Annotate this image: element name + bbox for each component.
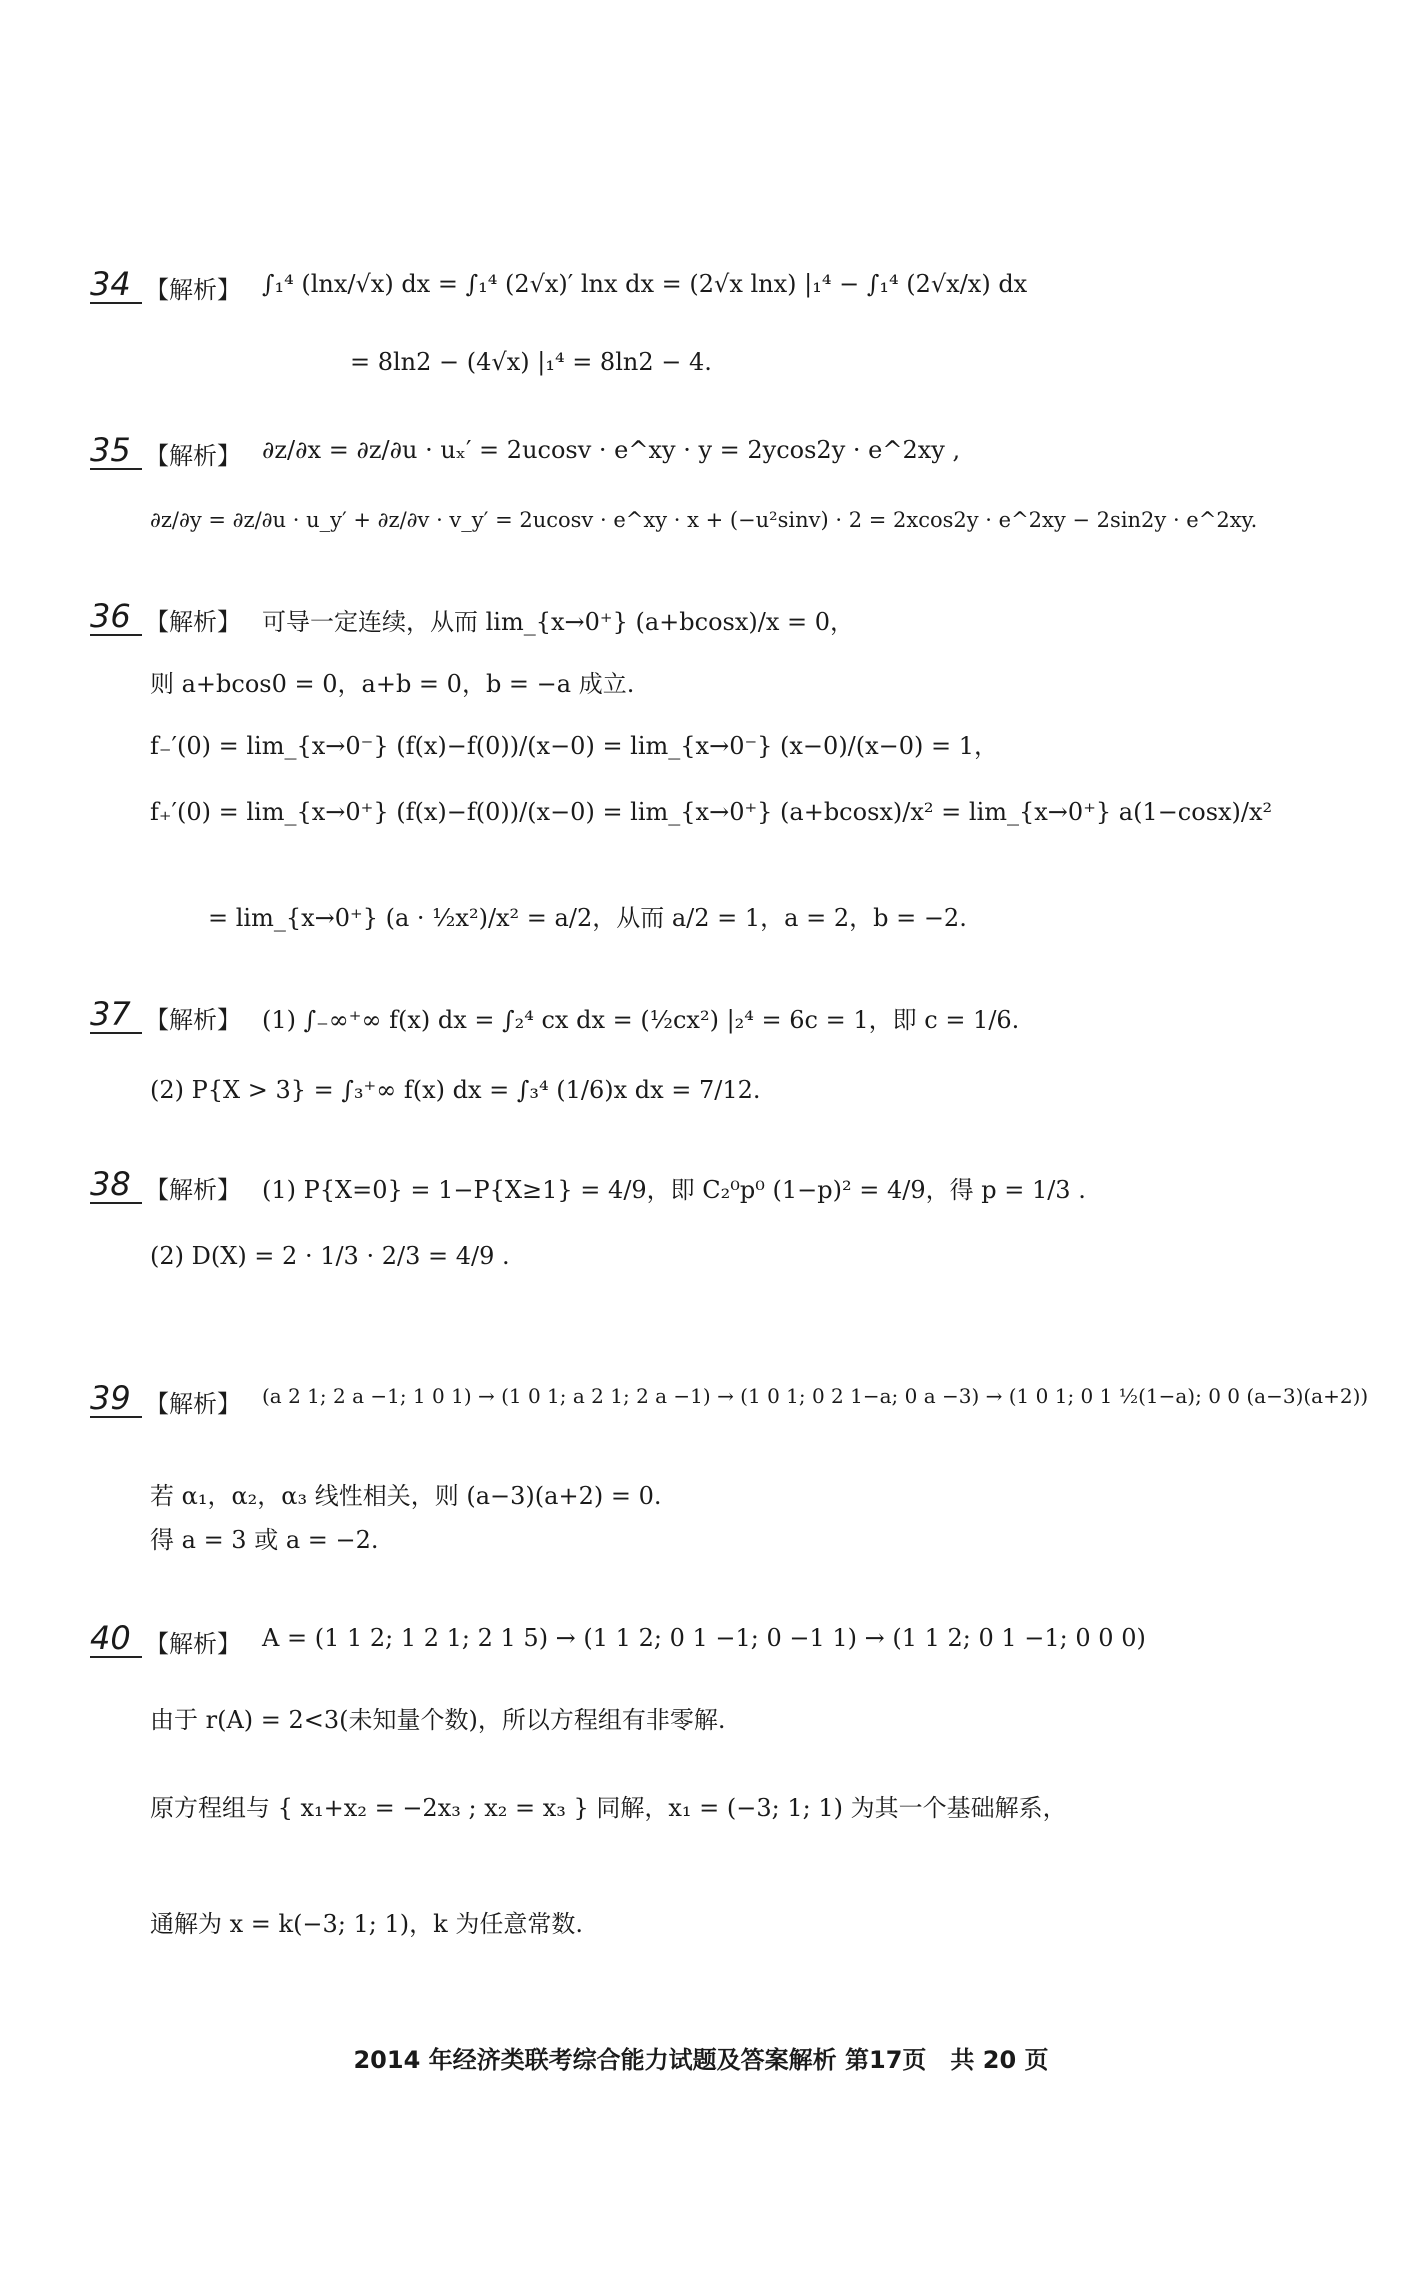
solution-line: (a 2 1; 2 a −1; 1 0 1) → (1 0 1; a 2 1; 2 a −1) → (1 0 1; 0 2 1−a; 0 a −3) → (1 0 1; 0 1 ½(1−a); 0 0 (a−3)(a+2))	[262, 1384, 1369, 1408]
analysis-tag: 【解析】	[145, 1390, 241, 1418]
solution-line: ∫₁⁴ (lnx/√x) dx = ∫₁⁴ (2√x)′ lnx dx = (2√x lnx) |₁⁴ − ∫₁⁴ (2√x/x) dx	[262, 270, 1028, 298]
solution-line: (1) ∫₋∞⁺∞ f(x) dx = ∫₂⁴ cx dx = (½cx²) |₂⁴ = 6c = 1，即 c = 1/6.	[262, 1006, 1020, 1034]
solution-line: A = (1 1 2; 1 2 1; 2 1 5) → (1 1 2; 0 1 −1; 0 −1 1) → (1 1 2; 0 1 −1; 0 0 0)	[262, 1624, 1146, 1652]
question-number: 36	[90, 600, 142, 636]
solution-line: 则 a+bcos0 = 0，a+b = 0，b = −a 成立.	[150, 670, 635, 698]
question-number: 38	[90, 1168, 142, 1204]
solution-line: f₋′(0) = lim_{x→0⁻} (f(x)−f(0))/(x−0) = lim_{x→0⁻} (x−0)/(x−0) = 1，	[150, 732, 999, 760]
analysis-tag: 【解析】	[145, 276, 241, 304]
solution-line: 可导一定连续，从而 lim_{x→0⁺} (a+bcosx)/x = 0，	[262, 608, 854, 636]
analysis-tag: 【解析】	[145, 608, 241, 636]
analysis-tag: 【解析】	[145, 1006, 241, 1034]
solution-line: 得 a = 3 或 a = −2.	[150, 1526, 379, 1554]
solution-line: f₊′(0) = lim_{x→0⁺} (f(x)−f(0))/(x−0) = lim_{x→0⁺} (a+bcosx)/x² = lim_{x→0⁺} a(1−cosx)/x²	[150, 798, 1273, 826]
solution-line: (1) P{X=0} = 1−P{X≥1} = 4/9，即 C₂⁰p⁰ (1−p)² = 4/9，得 p = 1/3 .	[262, 1176, 1086, 1204]
solution-line: = lim_{x→0⁺} (a · ½x²)/x² = a/2，从而 a/2 = 1，a = 2，b = −2.	[208, 904, 967, 932]
question-number: 37	[90, 998, 142, 1034]
solution-line: 原方程组与 { x₁+x₂ = −2x₃ ; x₂ = x₃ } 同解，x₁ = (−3; 1; 1) 为其一个基础解系，	[150, 1794, 1067, 1822]
solution-line: ∂z/∂x = ∂z/∂u · uₓ′ = 2ucosv · e^xy · y = 2ycos2y · e^2xy ,	[262, 436, 961, 464]
page-footer: 2014 年经济类联考综合能力试题及答案解析 第17页 共 20 页	[353, 2046, 1049, 2074]
question-number: 39	[90, 1382, 142, 1418]
solution-line: ∂z/∂y = ∂z/∂u · u_y′ + ∂z/∂v · v_y′ = 2ucosv · e^xy · x + (−u²sinv) · 2 = 2xcos2y · e^2xy − 2sin2y · e^2xy.	[150, 508, 1258, 532]
question-number: 34	[90, 268, 142, 304]
analysis-tag: 【解析】	[145, 1630, 241, 1658]
solution-line: = 8ln2 − (4√x) |₁⁴ = 8ln2 − 4.	[350, 348, 712, 376]
question-number: 35	[90, 434, 142, 470]
solution-line: 通解为 x = k(−3; 1; 1)，k 为任意常数.	[150, 1910, 583, 1938]
question-number: 40	[90, 1622, 142, 1658]
solution-line: (2) D(X) = 2 · 1/3 · 2/3 = 4/9 .	[150, 1242, 510, 1270]
analysis-tag: 【解析】	[145, 1176, 241, 1204]
solution-line: 若 α₁，α₂，α₃ 线性相关，则 (a−3)(a+2) = 0.	[150, 1482, 662, 1510]
solution-line: (2) P{X > 3} = ∫₃⁺∞ f(x) dx = ∫₃⁴ (1/6)x dx = 7/12.	[150, 1076, 761, 1104]
solution-line: 由于 r(A) = 2<3(未知量个数)，所以方程组有非零解.	[150, 1706, 726, 1734]
analysis-tag: 【解析】	[145, 442, 241, 470]
